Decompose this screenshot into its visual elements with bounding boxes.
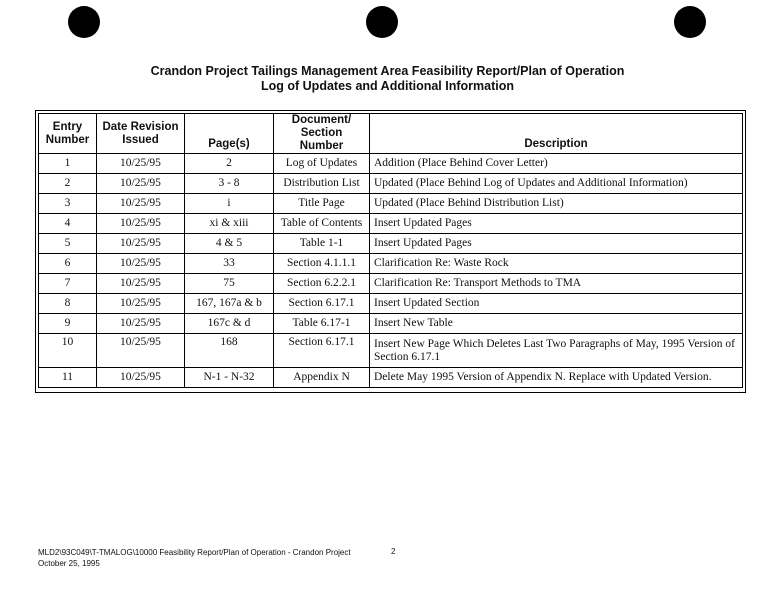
entry-cell: 7 [39,274,97,294]
document-cell: Title Page [274,194,370,214]
pages-cell: N-1 - N-32 [185,368,274,388]
entry-cell: 2 [39,174,97,194]
document-cell: Section 6.17.1 [274,334,370,368]
table-row [39,334,743,368]
header-pages: Page(s) [185,114,274,154]
header-date-revision: Date Revision Issued [97,114,185,154]
document-cell: Section 4.1.1.1 [274,254,370,274]
table-row [39,254,743,274]
document-cell: Distribution List [274,174,370,194]
log-table-frame [35,110,746,393]
document-cell: Table 6.17-1 [274,314,370,334]
footer-date: October 25, 1995 [38,559,100,568]
table-row [39,274,743,294]
date-cell: 10/25/95 [97,294,185,314]
document-title [0,64,775,94]
pages-cell: i [185,194,274,214]
entry-cell: 1 [39,154,97,174]
entry-cell: 4 [39,214,97,234]
entry-cell: 9 [39,314,97,334]
page-number: 2 [391,547,396,556]
entry-cell: 3 [39,194,97,214]
document-cell: Log of Updates [274,154,370,174]
document-cell: Appendix N [274,368,370,388]
table-row [39,214,743,234]
pages-cell: 3 - 8 [185,174,274,194]
description-cell: Clarification Re: Transport Methods to TMA [370,274,743,294]
description-cell: Insert New Page Which Deletes Last Two Paragraphs of May, 1995 Version of Section 6.17.1 [370,334,743,368]
date-cell: 10/25/95 [97,154,185,174]
pages-cell: 167c & d [185,314,274,334]
log-table [38,113,743,388]
pages-cell: xi & xiii [185,214,274,234]
date-cell: 10/25/95 [97,274,185,294]
table-row [39,294,743,314]
date-cell: 10/25/95 [97,174,185,194]
document-cell: Section 6.17.1 [274,294,370,314]
date-cell: 10/25/95 [97,214,185,234]
punch-hole-right [674,6,706,38]
pages-cell: 168 [185,334,274,368]
document-cell: Table 1-1 [274,234,370,254]
table-row [39,234,743,254]
pages-cell: 2 [185,154,274,174]
description-cell: Insert Updated Pages [370,214,743,234]
title-line-1: Crandon Project Tailings Management Area Feasibility Report/Plan of Operation [150,64,625,78]
description-cell: Insert Updated Pages [370,234,743,254]
description-cell: Updated (Place Behind Distribution List) [370,194,743,214]
description-cell: Addition (Place Behind Cover Letter) [370,154,743,174]
date-cell: 10/25/95 [97,334,185,368]
date-cell: 10/25/95 [97,368,185,388]
pages-cell: 75 [185,274,274,294]
punch-hole-left [68,6,100,38]
footer-path: MLD2\93C049\T-TMALOG\10000 Feasibility Report/Plan of Operation - Crandon Project [38,548,351,557]
header-description: Description [370,114,743,154]
description-cell: Updated (Place Behind Log of Updates and Additional Information) [370,174,743,194]
title-line-2: Log of Updates and Additional Information [261,79,514,93]
entry-cell: 5 [39,234,97,254]
entry-cell: 11 [39,368,97,388]
description-cell: Clarification Re: Waste Rock [370,254,743,274]
header-entry-number: Entry Number [39,114,97,154]
table-row [39,314,743,334]
table-row [39,368,743,388]
date-cell: 10/25/95 [97,194,185,214]
header-document-section: Document/ Section Number [274,114,370,154]
description-cell: Insert Updated Section [370,294,743,314]
table-header-row [39,114,743,154]
pages-cell: 167, 167a & b [185,294,274,314]
punch-hole-center [366,6,398,38]
entry-cell: 10 [39,334,97,368]
table-row [39,154,743,174]
document-cell: Table of Contents [274,214,370,234]
document-cell: Section 6.2.2.1 [274,274,370,294]
entry-cell: 8 [39,294,97,314]
footer [38,547,351,569]
table-row [39,194,743,214]
date-cell: 10/25/95 [97,254,185,274]
description-cell: Delete May 1995 Version of Appendix N. Replace with Updated Version. [370,368,743,388]
date-cell: 10/25/95 [97,234,185,254]
date-cell: 10/25/95 [97,314,185,334]
pages-cell: 4 & 5 [185,234,274,254]
description-cell: Insert New Table [370,314,743,334]
pages-cell: 33 [185,254,274,274]
table-row [39,174,743,194]
entry-cell: 6 [39,254,97,274]
